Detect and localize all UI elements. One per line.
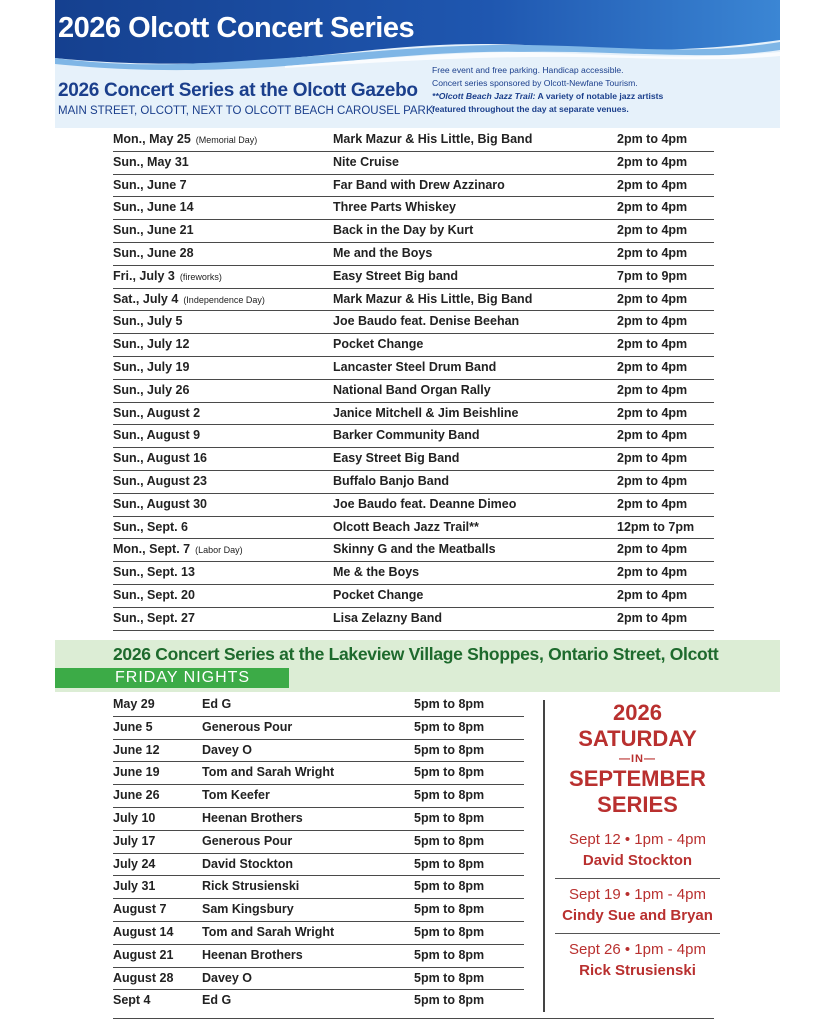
saturday-event-performer: Cindy Sue and Bryan (562, 907, 713, 924)
row-date: Sat., July 4 (Independence Day) (113, 291, 265, 306)
row-time: 2pm to 4pm (617, 496, 688, 511)
row-act: Me and the Boys (333, 246, 433, 260)
table-row (113, 562, 714, 585)
friday-nights-tab (55, 668, 289, 688)
table-row (113, 289, 714, 312)
row-act: Ed G (202, 697, 232, 711)
table-row (113, 608, 714, 631)
column-divider (543, 700, 545, 1012)
row-time: 5pm to 8pm (414, 742, 485, 757)
table-row (113, 762, 524, 785)
table-row (113, 380, 714, 403)
page-title: 2026 Olcott Concert Series (58, 12, 415, 44)
table-row (113, 334, 714, 357)
table-row (113, 266, 714, 289)
row-date: June 26 (113, 788, 160, 803)
row-date: July 24 (113, 856, 156, 871)
row-act: National Band Organ Rally (333, 382, 491, 397)
saturday-year: 2026 (613, 700, 662, 725)
row-act: Davey O (202, 742, 253, 757)
row-time: 2pm to 4pm (617, 200, 688, 215)
saturday-month: SEPTEMBER (569, 766, 706, 791)
row-date: Sun., June 14 (113, 200, 194, 215)
row-time: 5pm to 8pm (414, 902, 485, 917)
row-date: May 29 (113, 697, 155, 711)
row-date: Sun., July 5 (113, 314, 183, 329)
lakeview-section-header (55, 640, 780, 692)
table-row (113, 717, 524, 740)
row-time: 7pm to 9pm (617, 268, 688, 283)
row-time: 5pm to 8pm (414, 993, 485, 1008)
row-time: 2pm to 4pm (617, 337, 688, 352)
table-row (113, 899, 524, 922)
table-row (113, 585, 714, 608)
row-act: Pocket Change (333, 337, 424, 352)
table-row (113, 808, 524, 831)
row-time: 5pm to 8pm (414, 879, 485, 894)
row-act: Lancaster Steel Drum Band (333, 360, 497, 374)
row-act: Davey O (202, 970, 253, 985)
row-act: Joe Baudo feat. Deanne Dimeo (333, 496, 517, 511)
row-date: August 7 (113, 902, 167, 917)
row-date: Sun., May 31 (113, 154, 189, 169)
row-time: 5pm to 8pm (414, 697, 485, 711)
row-time: 5pm to 8pm (414, 947, 485, 962)
table-row (113, 311, 714, 334)
row-date: August 14 (113, 925, 174, 939)
friday-nights-label: FRIDAY NIGHTS (115, 669, 251, 686)
saturday-event-when: Sept 12 • 1pm - 4pm (569, 831, 706, 848)
row-act: Mark Mazur & His Little, Big Band (333, 132, 533, 146)
table-row (113, 243, 714, 266)
row-act: Joe Baudo feat. Denise Beehan (333, 314, 520, 329)
row-date: Sun., Sept. 27 (113, 610, 195, 625)
saturday-title: SATURDAY (578, 726, 697, 751)
row-time: 2pm to 4pm (617, 474, 688, 488)
row-act: Pocket Change (333, 588, 424, 602)
row-time: 2pm to 4pm (617, 565, 688, 580)
notes-line: Free event and free parking. Handicap accessible. (432, 65, 624, 75)
row-act: Heenan Brothers (202, 947, 303, 962)
row-time: 2pm to 4pm (617, 428, 688, 443)
row-time: 2pm to 4pm (617, 291, 688, 306)
row-act: Back in the Day by Kurt (333, 223, 474, 238)
row-act: Three Parts Whiskey (333, 200, 456, 215)
notes-line: featured throughout the day at separate venues. (432, 104, 629, 114)
row-act: Skinny G and the Meatballs (333, 542, 496, 557)
row-time: 2pm to 4pm (617, 588, 688, 602)
row-act: Nite Cruise (333, 154, 399, 169)
table-row (113, 425, 714, 448)
row-time: 2pm to 4pm (617, 154, 688, 169)
row-time: 5pm to 8pm (414, 765, 485, 780)
row-act: Olcott Beach Jazz Trail** (333, 519, 479, 534)
lakeview-heading: 2026 Concert Series at the Lakeview Village Shoppes, Ontario Street, Olcott (113, 644, 719, 664)
row-date: Sun., August 2 (113, 405, 201, 420)
saturday-event-when: Sept 19 • 1pm - 4pm (569, 886, 706, 903)
table-row (113, 517, 714, 540)
gazebo-location: MAIN STREET, OLCOTT, NEXT TO OLCOTT BEACH CAROUSEL PARK (58, 105, 434, 117)
row-date: Sun., August 23 (113, 474, 207, 488)
row-act: Sam Kingsbury (202, 902, 294, 917)
table-row (113, 990, 524, 1013)
table-row (113, 175, 714, 198)
table-row (113, 220, 714, 243)
row-time: 2pm to 4pm (617, 610, 688, 625)
row-time: 5pm to 8pm (414, 925, 485, 939)
row-time: 5pm to 8pm (414, 970, 485, 985)
row-date: August 21 (113, 947, 174, 962)
row-date: Mon., Sept. 7 (Labor Day) (113, 542, 243, 557)
row-act: Lisa Zelazny Band (333, 610, 443, 625)
row-act: Me & the Boys (333, 565, 420, 580)
table-row (113, 831, 524, 854)
row-time: 2pm to 4pm (617, 132, 688, 146)
row-date: Sun., Sept. 20 (113, 588, 195, 602)
row-date: Sun., July 12 (113, 337, 190, 352)
saturday-series: SERIES (597, 792, 678, 817)
row-time: 5pm to 8pm (414, 856, 485, 871)
table-row (113, 494, 714, 517)
row-act: Janice Mitchell & Jim Beishline (333, 405, 519, 420)
bottom-divider (113, 1018, 714, 1019)
row-act: Easy Street Big band (333, 268, 459, 283)
table-row (113, 197, 714, 220)
notes-jazz-line (432, 90, 722, 103)
row-note: (Independence Day) (183, 294, 265, 305)
row-time: 5pm to 8pm (414, 811, 485, 825)
row-date: Sun., July 19 (113, 360, 190, 374)
row-date: July 10 (113, 811, 156, 825)
table-row (113, 357, 714, 380)
row-date: June 5 (113, 719, 153, 734)
table-row (113, 539, 714, 562)
row-act: Generous Pour (202, 719, 293, 734)
row-act: Generous Pour (202, 833, 293, 848)
row-date: Sun., August 30 (113, 496, 207, 511)
row-note: (fireworks) (179, 271, 222, 282)
row-date: August 28 (113, 970, 174, 985)
notes-jazz-text: A variety of notable jazz artists (535, 91, 664, 101)
row-date: Sun., June 21 (113, 223, 194, 238)
table-row (113, 448, 714, 471)
row-time: 2pm to 4pm (617, 405, 688, 420)
table-row (113, 740, 524, 763)
saturday-event (555, 878, 720, 933)
table-row (113, 922, 524, 945)
table-row (113, 403, 714, 426)
row-note: (Memorial Day) (195, 135, 258, 145)
row-time: 2pm to 4pm (617, 360, 688, 374)
row-date: Sun., Sept. 13 (113, 565, 195, 580)
row-act: Tom Keefer (202, 788, 270, 803)
row-date: July 17 (113, 833, 156, 848)
row-act: Tom and Sarah Wright (202, 925, 335, 939)
row-time: 5pm to 8pm (414, 719, 485, 734)
row-time: 2pm to 4pm (617, 177, 688, 192)
row-time: 5pm to 8pm (414, 788, 485, 803)
row-time: 2pm to 4pm (617, 223, 688, 238)
row-date: Sun., July 26 (113, 382, 190, 397)
event-notes (432, 64, 722, 116)
row-time: 2pm to 4pm (617, 542, 688, 557)
row-act: Ed G (202, 993, 232, 1008)
saturday-event-performer: Rick Strusienski (579, 962, 696, 979)
row-act: Rick Strusienski (202, 879, 300, 894)
table-row (113, 854, 524, 877)
row-note: (Labor Day) (195, 545, 243, 556)
row-act: Far Band with Drew Azzinaro (333, 177, 505, 192)
row-date: Sun., June 28 (113, 246, 194, 260)
row-act: Easy Street Big Band (333, 451, 460, 466)
table-row (113, 968, 524, 991)
row-act: Tom and Sarah Wright (202, 765, 335, 780)
row-date: Sun., June 7 (113, 177, 187, 192)
row-act: Buffalo Banjo Band (333, 474, 449, 488)
row-date: June 19 (113, 765, 160, 780)
saturday-event-when: Sept 26 • 1pm - 4pm (569, 941, 706, 958)
table-row (113, 785, 524, 808)
row-date: Sept 4 (113, 993, 151, 1008)
saturday-event (555, 933, 720, 988)
saturday-series-panel (555, 700, 720, 988)
row-date: Sun., August 9 (113, 428, 201, 443)
saturday-event-performer: David Stockton (582, 852, 693, 869)
row-date: Mon., May 25 (Memorial Day) (113, 132, 258, 146)
row-act: David Stockton (202, 856, 293, 871)
row-time: 2pm to 4pm (617, 314, 688, 329)
row-date: Fri., July 3 (fireworks) (113, 268, 222, 283)
table-row (113, 694, 524, 717)
table-row (113, 876, 524, 899)
row-act: Heenan Brothers (202, 811, 303, 825)
row-date: June 12 (113, 742, 160, 757)
row-time: 2pm to 4pm (617, 246, 688, 260)
row-act: Mark Mazur & His Little, Big Band (333, 291, 533, 306)
notes-line: Concert series sponsored by Olcott-Newfane Tourism. (432, 78, 638, 88)
row-time: 2pm to 4pm (617, 451, 688, 466)
row-act: Barker Community Band (333, 428, 480, 443)
gazebo-section-heading: 2026 Concert Series at the Olcott Gazebo (58, 80, 418, 101)
table-row (113, 129, 714, 152)
row-time: 5pm to 8pm (414, 833, 485, 848)
table-row (113, 152, 714, 175)
row-date: July 31 (113, 879, 156, 894)
table-row (113, 945, 524, 968)
row-date: Sun., August 16 (113, 451, 207, 466)
saturday-in: —IN— (619, 753, 656, 765)
row-time: 12pm to 7pm (617, 519, 695, 534)
row-date: Sun., Sept. 6 (113, 519, 189, 534)
row-time: 2pm to 4pm (617, 382, 688, 397)
saturday-event (555, 824, 720, 878)
table-row (113, 471, 714, 494)
notes-jazz-label: **Olcott Beach Jazz Trail: (432, 91, 536, 101)
